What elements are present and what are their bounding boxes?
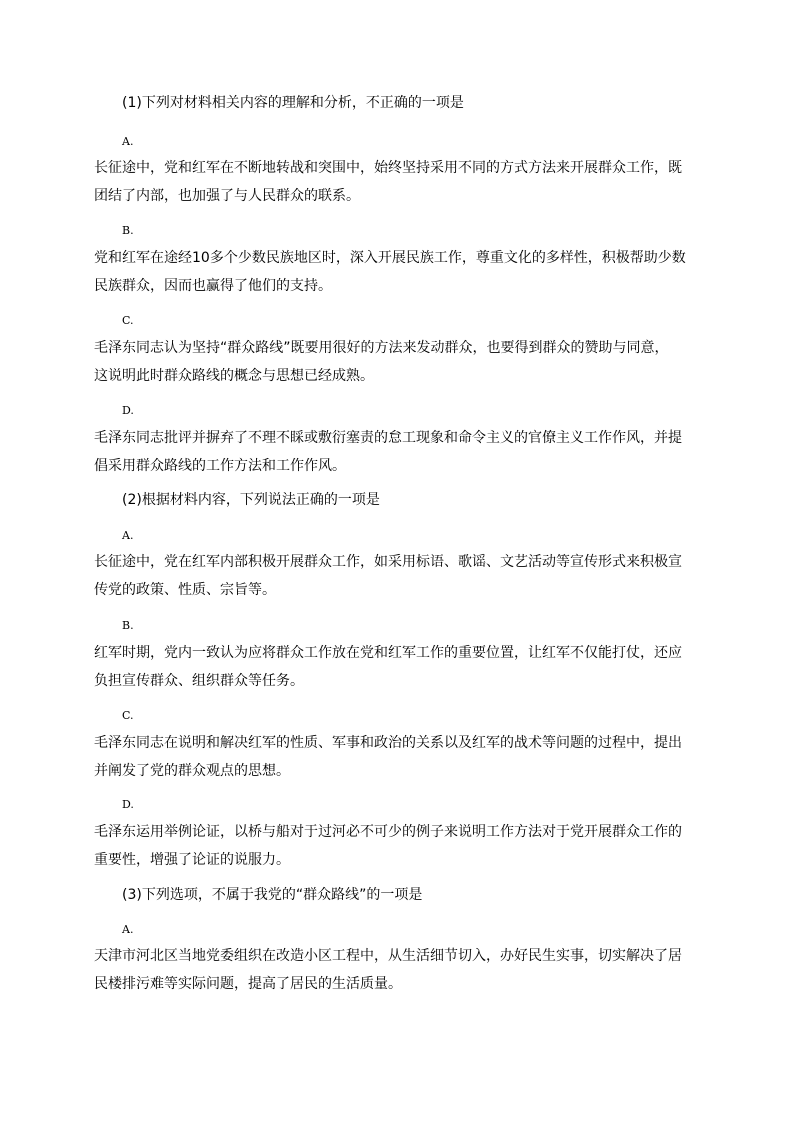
q1-option-d-line-1: 毛泽东同志批评并摒弃了不理不睬或敷衍塞责的怠工现象和命令主义的官僚主义工作作风，并提 [94,430,682,446]
q2-option-a-line-2: 传党的政策、性质、宗旨等。 [94,582,276,598]
q2-option-c-line-1: 毛泽东同志在说明和解决红军的性质、军事和政治的关系以及红军的战术等问题的过程中，提出 [94,735,682,751]
q3-option-a-line-2: 民楼排污难等实际问题，提高了居民的生活质量。 [94,976,402,992]
q3-option-a-letter: A. [122,923,134,936]
q2-option-d-line-2: 重要性，增强了论证的说服力。 [94,852,290,868]
q1-option-a-line-1: 长征途中，党和红军在不断地转战和突围中，始终坚持采用不同的方式方法来开展群众工作，既 [94,160,682,176]
q2-option-b-letter: B. [122,619,134,632]
q1-option-a-line-2: 团结了内部，也加强了与人民群众的联系。 [94,188,360,204]
q1-option-b-line-1: 党和红军在途经10多个少数民族地区时，深入开展民族工作，尊重文化的多样性，积极帮助少数 [94,250,686,266]
q1-option-c-letter: C. [122,314,134,327]
q2-option-c-line-2: 并阐发了党的群众观点的思想。 [94,763,290,779]
q2-option-d-line-1: 毛泽东运用举例论证，以桥与船对于过河必不可少的例子来说明工作方法对于党开展群众工作的 [94,824,682,840]
q2-option-a-line-1: 长征途中，党在红军内部积极开展群众工作，如采用标语、歌谣、文艺活动等宣传形式来积极宣 [94,554,682,570]
q2-option-a-letter: A. [122,529,134,542]
q1-option-b-line-2: 民族群众，因而也赢得了他们的支持。 [94,278,332,294]
q1-option-c-line-2: 这说明此时群众路线的概念与思想已经成熟。 [94,368,374,384]
question-3-stem: (3)下列选项，不属于我党的“群众路线”的一项是 [122,887,423,903]
q1-option-d-letter: D. [122,404,134,417]
q2-option-b-line-1: 红军时期，党内一致认为应将群众工作放在党和红军工作的重要位置，让红军不仅能打仗，还应 [94,645,682,661]
question-2-stem: (2)根据材料内容，下列说法正确的一项是 [122,492,380,508]
q1-option-a-letter: A. [122,135,134,148]
q3-option-a-line-1: 天津市河北区当地党委组织在改造小区工程中，从生活细节切入，办好民生实事，切实解决了居 [94,948,682,964]
q1-option-d-line-2: 倡采用群众路线的工作方法和工作作风。 [94,458,346,474]
q2-option-d-letter: D. [122,798,134,811]
q2-option-c-letter: C. [122,709,134,722]
question-1-stem: (1)下列对材料相关内容的理解和分析，不正确的一项是 [122,95,464,111]
q1-option-b-letter: B. [122,224,134,237]
q2-option-b-line-2: 负担宣传群众、组织群众等任务。 [94,673,304,689]
q1-option-c-line-1: 毛泽东同志认为坚持“群众路线”既要用很好的方法来发动群众，也要得到群众的赞助与同意， [94,340,669,356]
